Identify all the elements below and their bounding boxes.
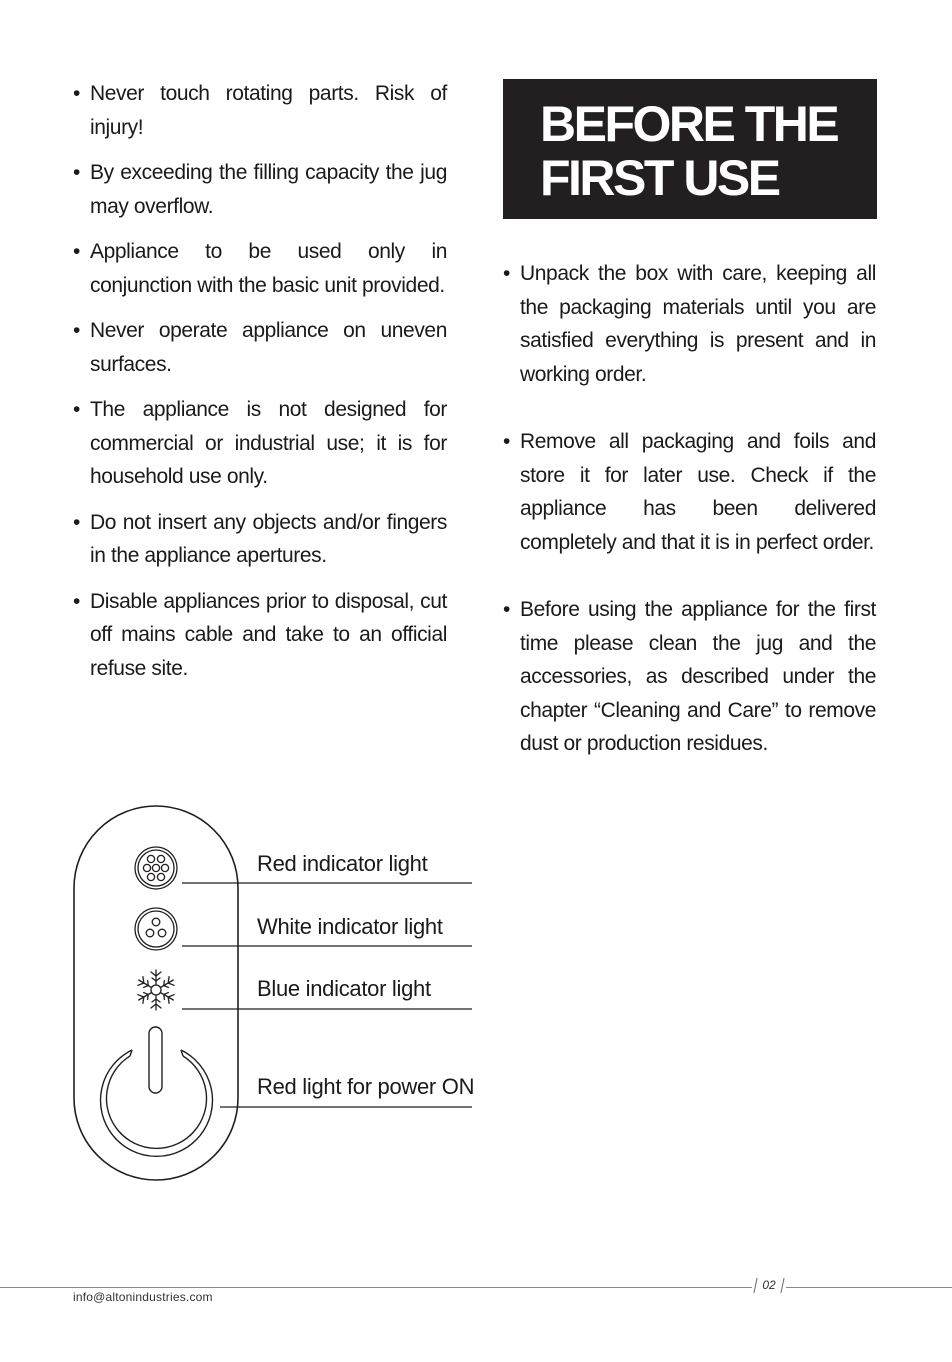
list-item: • Unpack the box with care, keeping all the packaging materials until you are satisfied everything is present and in working order. <box>503 257 876 391</box>
three-dot-icon <box>135 908 177 950</box>
power-light-label: Red light for power ON <box>257 1074 475 1099</box>
list-item: • Appliance to be used only in conjunction with the basic unit provided. <box>73 235 447 302</box>
snowflake-icon <box>136 970 176 1010</box>
seven-dot-icon <box>135 847 177 889</box>
page-number: 02 <box>752 1278 786 1293</box>
section-title-line-2: FIRST USE <box>540 150 779 206</box>
list-item: • Do not insert any objects and/or fingers in the appliance apertures. <box>73 506 447 573</box>
list-item: • Never touch rotating parts. Risk of injury! <box>73 77 447 144</box>
control-panel-outline <box>74 806 238 1180</box>
section-title-line-1: BEFORE THE <box>540 96 838 152</box>
list-item: • Before using the appliance for the first time please clean the jug and the accessories, as described under the chapter “Cleaning and Care” to remove dust or production residues. <box>503 593 876 761</box>
footer-rule <box>0 1287 952 1288</box>
white-indicator-label: White indicator light <box>257 914 443 939</box>
list-item: • Never operate appliance on uneven surfaces. <box>73 314 447 381</box>
red-indicator-label: Red indicator light <box>257 851 428 876</box>
list-item: • Remove all packaging and foils and store it for later use. Check if the appliance has been delivered completely and that it is in perfect order. <box>503 425 876 559</box>
power-icon <box>101 1027 213 1156</box>
blue-indicator-label: Blue indicator light <box>257 976 431 1001</box>
list-item: • The appliance is not designed for commercial or industrial use; it is for household use only. <box>73 393 447 494</box>
list-item: • Disable appliances prior to disposal, cut off mains cable and take to an official refuse site. <box>73 585 447 686</box>
contact-email: info@altonindustries.com <box>73 1290 213 1304</box>
list-item: • By exceeding the filling capacity the jug may overflow. <box>73 156 447 223</box>
